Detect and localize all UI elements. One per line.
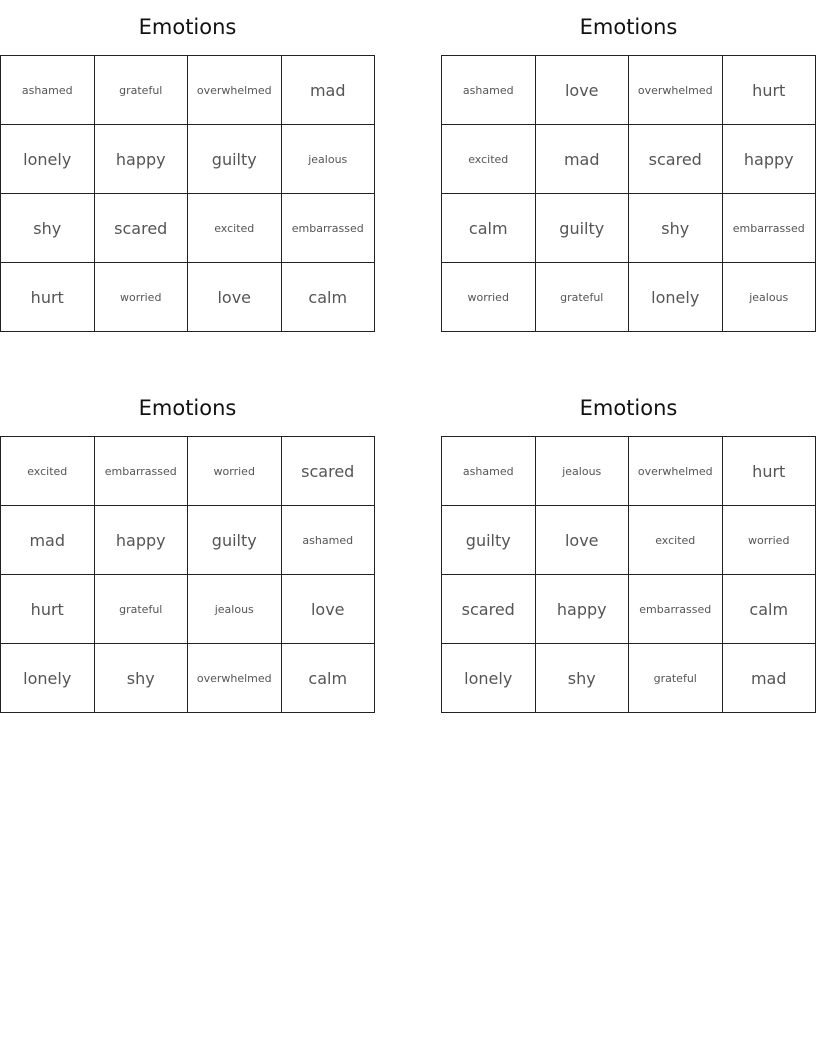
grid-row <box>1 644 375 713</box>
grid-cell: lonely <box>629 263 723 332</box>
grid-row <box>442 644 816 713</box>
card-title: Emotions <box>138 396 237 420</box>
grid-cell: happy <box>94 506 188 575</box>
grid-cell: love <box>281 575 375 644</box>
grid-cell: ashamed <box>1 56 95 125</box>
card-title: Emotions <box>579 15 678 39</box>
grid-row <box>442 437 816 506</box>
grid-row <box>1 125 375 194</box>
grid-cell: embarrassed <box>281 194 375 263</box>
grid-cell: mad <box>722 644 816 713</box>
grid-cell: hurt <box>722 56 816 125</box>
grid-cell: scared <box>94 194 188 263</box>
grid-cell: calm <box>281 263 375 332</box>
grid-cell: happy <box>722 125 816 194</box>
grid-cell: shy <box>535 644 629 713</box>
grid-cell: calm <box>722 575 816 644</box>
grid-cell: jealous <box>722 263 816 332</box>
grid-cell: mad <box>281 56 375 125</box>
grid-row <box>442 125 816 194</box>
grid-cell: overwhelmed <box>188 56 282 125</box>
grid-cell: shy <box>94 644 188 713</box>
grid-cell: scared <box>442 575 536 644</box>
grid-cell: love <box>535 56 629 125</box>
grid-cell: ashamed <box>281 506 375 575</box>
grid-cell: worried <box>442 263 536 332</box>
grid-cell: jealous <box>281 125 375 194</box>
grid-cell: hurt <box>1 575 95 644</box>
grid-cell: grateful <box>94 56 188 125</box>
grid-cell: shy <box>629 194 723 263</box>
grid-cell: jealous <box>535 437 629 506</box>
bingo-grid <box>0 55 375 332</box>
grid-row <box>1 263 375 332</box>
grid-cell: grateful <box>629 644 723 713</box>
grid-cell: mad <box>1 506 95 575</box>
grid-row <box>1 56 375 125</box>
grid-row <box>442 56 816 125</box>
grid-cell: excited <box>188 194 282 263</box>
bingo-grid <box>441 436 816 713</box>
grid-cell: lonely <box>1 644 95 713</box>
grid-row <box>442 263 816 332</box>
grid-cell: embarrassed <box>722 194 816 263</box>
grid-cell: overwhelmed <box>188 644 282 713</box>
grid-cell: shy <box>1 194 95 263</box>
grid-cell: happy <box>94 125 188 194</box>
bingo-card-1 <box>0 0 375 332</box>
grid-cell: embarrassed <box>629 575 723 644</box>
bingo-grid <box>0 436 375 713</box>
grid-cell: scared <box>281 437 375 506</box>
grid-row <box>1 437 375 506</box>
grid-cell: guilty <box>188 506 282 575</box>
grid-cell: calm <box>442 194 536 263</box>
grid-cell: grateful <box>94 575 188 644</box>
bingo-card-4 <box>441 381 816 713</box>
card-title: Emotions <box>138 15 237 39</box>
grid-cell: calm <box>281 644 375 713</box>
grid-cell: mad <box>535 125 629 194</box>
grid-cell: happy <box>535 575 629 644</box>
grid-cell: excited <box>629 506 723 575</box>
grid-cell: embarrassed <box>94 437 188 506</box>
grid-cell: lonely <box>1 125 95 194</box>
grid-cell: lonely <box>442 644 536 713</box>
grid-cell: ashamed <box>442 56 536 125</box>
bingo-grid <box>441 55 816 332</box>
grid-cell: guilty <box>535 194 629 263</box>
grid-cell: overwhelmed <box>629 56 723 125</box>
grid-cell: worried <box>188 437 282 506</box>
grid-cell: worried <box>94 263 188 332</box>
bingo-card-3 <box>0 381 375 713</box>
grid-row <box>442 575 816 644</box>
grid-cell: love <box>188 263 282 332</box>
grid-cell: worried <box>722 506 816 575</box>
grid-row <box>1 575 375 644</box>
bingo-card-2 <box>441 0 816 332</box>
grid-cell: hurt <box>1 263 95 332</box>
grid-cell: grateful <box>535 263 629 332</box>
grid-cell: guilty <box>442 506 536 575</box>
grid-cell: love <box>535 506 629 575</box>
grid-cell: overwhelmed <box>629 437 723 506</box>
grid-cell: hurt <box>722 437 816 506</box>
card-title: Emotions <box>579 396 678 420</box>
grid-cell: scared <box>629 125 723 194</box>
grid-cell: guilty <box>188 125 282 194</box>
grid-row <box>442 506 816 575</box>
grid-row <box>442 194 816 263</box>
grid-row <box>1 194 375 263</box>
grid-cell: excited <box>442 125 536 194</box>
grid-cell: ashamed <box>442 437 536 506</box>
grid-row <box>1 506 375 575</box>
grid-cell: jealous <box>188 575 282 644</box>
grid-cell: excited <box>1 437 95 506</box>
